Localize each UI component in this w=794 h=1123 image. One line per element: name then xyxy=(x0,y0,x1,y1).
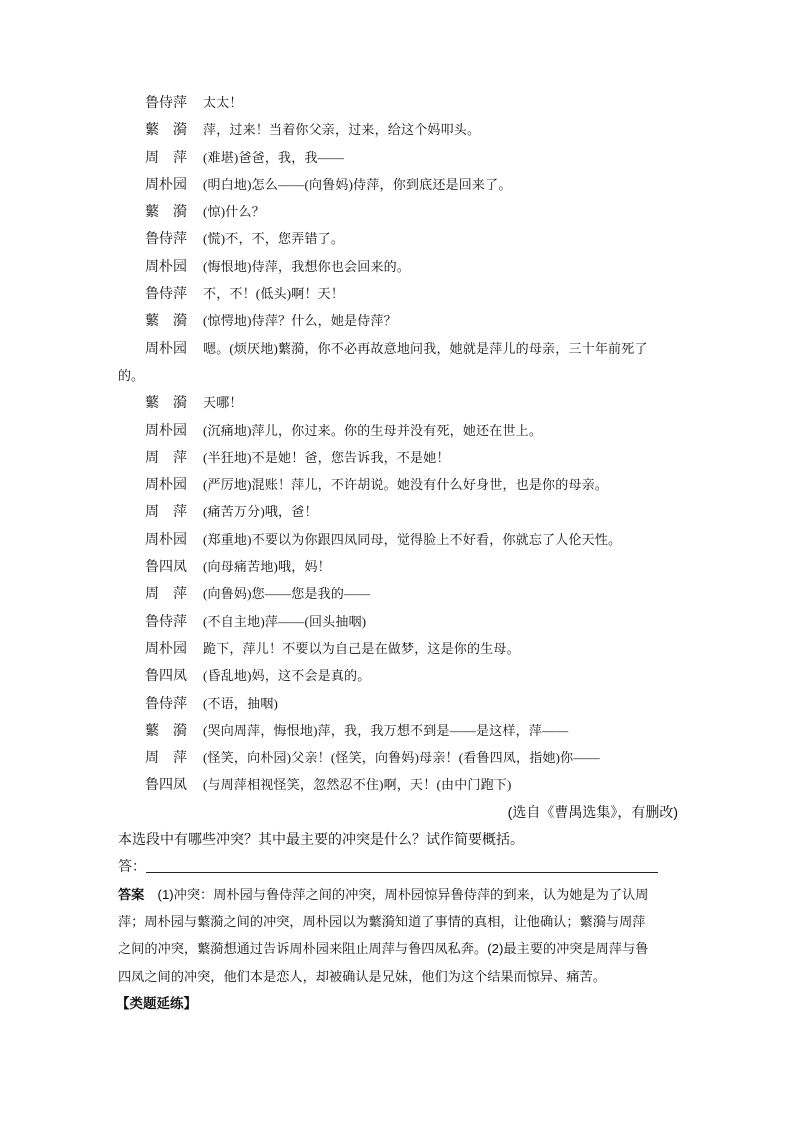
speaker-name: 周 萍 xyxy=(145,503,187,520)
dialogue-text: 太太！ xyxy=(203,95,243,110)
dialogue-line xyxy=(0,498,794,525)
speaker-name: 周朴园 xyxy=(145,476,187,493)
dialogue-text: (怪笑，向朴园)父亲！(怪笑，向鲁妈)母亲！(看鲁四凤，指她)你—— xyxy=(203,750,600,766)
dialogue-line xyxy=(0,116,794,143)
answer-blank[interactable] xyxy=(146,856,658,873)
dialogue-text: 萍，过来！当着你父亲，过来，给这个妈叩头。 xyxy=(203,122,481,138)
dialogue-text: (惊愕地)侍萍？什么，她是侍萍？ xyxy=(203,313,397,329)
dialogue-line xyxy=(0,635,794,662)
dialogue-line xyxy=(0,690,794,717)
dialogue-text: (沉痛地)萍儿，你过来。你的生母并没有死，她还在世上。 xyxy=(203,422,543,438)
dialogue-text: (哭向周萍，悔恨地)萍，我，我万想不到是——是这样，萍—— xyxy=(203,722,569,738)
answer-prompt-label: 答： xyxy=(118,858,146,875)
speaker-name: 鲁四凤 xyxy=(145,558,187,575)
dialogue-line xyxy=(0,526,794,553)
dialogue-line xyxy=(0,580,794,607)
dialogue-text: (半狂地)不是她！爸，您告诉我，不是她！ xyxy=(203,449,450,465)
speaker-name: 周 萍 xyxy=(145,148,187,165)
dialogue-text: 跪下，萍儿！不要以为自己是在做梦，这是你的生母。 xyxy=(203,640,520,656)
speaker-name: 周朴园 xyxy=(145,421,187,438)
dialogue-line xyxy=(0,89,794,116)
answer-text: (1)冲突：周朴园与鲁侍萍之间的冲突，周朴园惊异鲁侍萍的到来，认为她是为了认周 xyxy=(144,886,649,902)
answer-label: 答案 xyxy=(118,886,145,902)
source-citation: (选自《曹禺选集》，有删改) xyxy=(507,803,678,820)
speaker-name: 周朴园 xyxy=(145,639,187,656)
dialogue-text: (严厉地)混账！萍儿，不许胡说。她没有什么好身世，也是你的母亲。 xyxy=(203,477,609,493)
speaker-name: 周朴园 xyxy=(145,530,187,547)
dialogue-line xyxy=(0,744,794,771)
dialogue-text: (昏乱地)妈，这不会是真的。 xyxy=(203,668,371,684)
answer-line: 四凤之间的冲突，他们本是恋人，却被确认是兄妹，他们为这个结果而惊异、痛苦。 xyxy=(118,968,606,984)
dialogue-text: (郑重地)不要以为你跟四凤同母，觉得脸上不好看，你就忘了人伦天性。 xyxy=(203,531,622,547)
dialogue-line xyxy=(0,771,794,798)
dialogue-text: 天哪！ xyxy=(203,395,243,411)
dialogue-line xyxy=(0,417,794,444)
speaker-name: 蘩 漪 xyxy=(145,121,187,138)
speaker-name: 蘩 漪 xyxy=(145,203,187,220)
speaker-name: 鲁侍萍 xyxy=(145,94,187,110)
dialogue-text: (向鲁妈)您——您是我的—— xyxy=(203,586,371,602)
dialogue-text: (向母痛苦地)哦，妈！ xyxy=(203,559,331,575)
speaker-name: 蘩 漪 xyxy=(145,394,187,411)
question-text: 本选段中有哪些冲突？其中最主要的冲突是什么？试作简要概括。 xyxy=(118,831,524,848)
speaker-name: 鲁四凤 xyxy=(145,776,187,793)
dialogue-text: (难堪)爸爸，我，我—— xyxy=(203,149,345,165)
dialogue-continuation: 的。 xyxy=(118,367,145,383)
dialogue-text: (与周萍相视怪笑，忽然忍不住)啊，天！(由中门跑下) xyxy=(203,777,512,793)
dialogue-line xyxy=(0,444,794,471)
speaker-name: 蘩 漪 xyxy=(145,312,187,329)
speaker-name: 周朴园 xyxy=(145,339,187,356)
speaker-name: 周朴园 xyxy=(145,257,187,274)
dialogue-line xyxy=(0,717,794,744)
speaker-name: 鲁侍萍 xyxy=(145,694,187,711)
dialogue-line xyxy=(0,608,794,635)
dialogue-text: (明白地)怎么——(向鲁妈)侍萍，你到底还是回来了。 xyxy=(203,176,512,192)
speaker-name: 鲁侍萍 xyxy=(145,285,187,302)
speaker-name: 周朴园 xyxy=(145,175,187,192)
dialogue-text: 不，不！(低头)啊！天！ xyxy=(203,286,345,302)
speaker-name: 蘩 漪 xyxy=(145,721,187,738)
dialogue-text: 嗯。(烦厌地)蘩漪，你不必再故意地问我，她就是萍儿的母亲，三十年前死了 xyxy=(203,340,648,356)
dialogue-line xyxy=(0,662,794,689)
page-content xyxy=(0,89,794,1017)
dialogue-text: (不自主地)萍——(回头抽咽) xyxy=(203,613,367,629)
dialogue-line xyxy=(0,471,794,498)
section-heading: 【类题延练】 xyxy=(116,995,197,1011)
speaker-name: 鲁侍萍 xyxy=(145,612,187,629)
dialogue-line xyxy=(0,198,794,225)
dialogue-text: (痛苦万分)哦，爸！ xyxy=(203,504,318,520)
dialogue-line xyxy=(0,280,794,307)
dialogue-text: (不语，抽咽) xyxy=(203,695,279,711)
speaker-name: 周 萍 xyxy=(145,749,187,766)
speaker-name: 周 萍 xyxy=(145,448,187,465)
dialogue-line xyxy=(0,553,794,580)
answer-prompt-line xyxy=(0,853,794,880)
answer-line xyxy=(0,881,794,908)
dialogue-text: (惊)什么？ xyxy=(203,204,265,220)
speaker-name: 鲁四凤 xyxy=(145,667,187,684)
dialogue-text: (慌)不，不，您弄错了。 xyxy=(203,231,345,247)
dialogue-line xyxy=(0,225,794,252)
dialogue-line xyxy=(0,144,794,171)
speaker-name: 鲁侍萍 xyxy=(145,230,187,247)
dialogue-line xyxy=(0,389,794,416)
dialogue-line xyxy=(0,307,794,334)
dialogue-line xyxy=(0,253,794,280)
dialogue-line xyxy=(0,171,794,198)
dialogue-line xyxy=(0,335,794,362)
dialogue-text: (悔恨地)侍萍，我想你也会回来的。 xyxy=(203,258,411,274)
answer-line: 萍；周朴园与蘩漪之间的冲突，周朴园以为蘩漪知道了事情的真相，让他确认；蘩漪与周萍 xyxy=(118,913,646,929)
speaker-name: 周 萍 xyxy=(145,585,187,602)
answer-line: 之间的冲突，蘩漪想通过告诉周朴园来阻止周萍与鲁四凤私奔。(2)最主要的冲突是周萍与鲁 xyxy=(118,941,649,957)
